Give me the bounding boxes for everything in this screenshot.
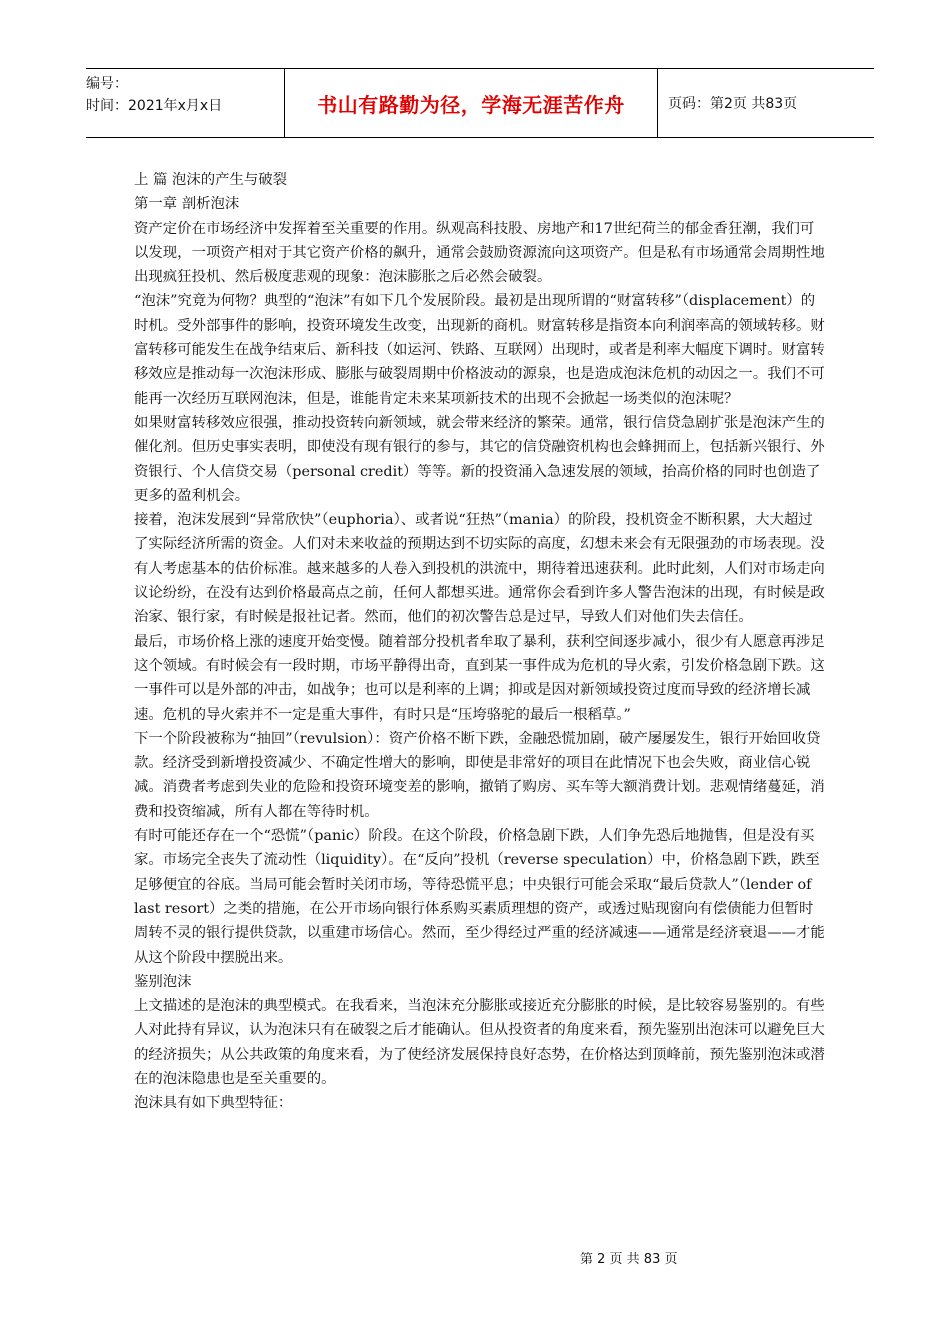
paragraph: 接着，泡沫发展到“异常欣快”（euphoria）、或者说“狂热”（mania）的阶段，投机资金不断积累，大大超过了实际经济所需的资金。人们对未来收益的预期达到不切实际的高度，幻想未来会有无限强劲的市场表现。没有人考虑基本的估价标准。越来越多的人卷入到投机的洪流中，期待着迅速获利。此时此刻，人们对市场走向议论纷纷，在没有达到价格最高点之前，任何人都想买进。通常你会看到许多人警告泡沫的出现，有时候是政治家、银行家，有时候是报社记者。然而，他们的初次警告总是过早，导致人们对他们失去信任。 (134, 512, 825, 626)
page-header (86, 68, 874, 138)
header-meta (86, 69, 284, 137)
paragraph: 最后，市场价格上涨的速度开始变慢。随着部分投机者牟取了暴利，获利空间逐步减小，很少有人愿意再涉足这个领域。有时候会有一段时期，市场平静得出奇，直到某一事件成为危机的导火索，引发价格急剧下跌。这一事件可以是外部的冲击，如战争；也可以是利率的上调；抑或是因对新领域投资过度而导致的经济增长减速。危机的导火索并不一定是重大事件，有时只是“压垮骆驼的最后一根稻草。” (134, 633, 825, 723)
paragraph: “泡沫”究竟为何物？典型的“泡沫”有如下几个发展阶段。最初是出现所谓的“财富转移”（displacement）的时机。受外部事件的影响，投资环境发生改变，出现新的商机。财富转移是指资本向利润率高的领域转移。财富转移可能发生在战争结束后、新科技（如运河、铁路、互联网）出现时，或者是利率大幅度下调时。财富转移效应是推动每一次泡沫形成、膨胀与破裂周期中价格波动的源泉，也是造成泡沫危机的动因之一。我们不可能再一次经历互联网泡沫，但是，谁能肯定未来某项新技术的出现不会掀起一场类似的泡沫呢？ (134, 293, 825, 407)
part-title: 上 篇 泡沫的产生与破裂 (134, 172, 288, 188)
header-page-number: 页码：第2页 共83页 (668, 96, 798, 112)
paragraph: 有时可能还存在一个“恐慌”（panic）阶段。在这个阶段，价格急剧下跌，人们争先恐后地抛售，但是没有买家。市场完全丧失了流动性（liquidity）。在“反向”投机（reverse speculation）中，价格急剧下跌，跌至足够便宜的谷底。当局可能会暂时关闭市场，等待恐慌平息；中央银行可能会采取“最后贷款人”（lender of last resort）之类的措施，在公开市场向银行体系购买素质理想的资产，或透过贴现窗向有偿债能力但暂时周转不灵的银行提供贷款，以重建市场信心。然而，至少得经过严重的经济减速——通常是经济衰退——才能从这个阶段中摆脱出来。 (134, 828, 825, 966)
section-title: 鉴别泡沫 (134, 973, 192, 990)
paragraph: 资产定价在市场经济中发挥着至关重要的作用。纵观高科技股、房地产和17世纪荷兰的郁金香狂潮，我们可以发现，一项资产相对于其它资产价格的飙升，通常会鼓励资源流向这项资产。但是私有市场通常会周期性地出现疯狂投机、然后极度悲观的现象：泡沫膨胀之后必然会破裂。 (134, 220, 825, 286)
page-footer: 第 2 页 共 83 页 (580, 1252, 678, 1267)
chapter-title: 第一章 剖析泡沫 (134, 196, 240, 213)
document-body (134, 168, 826, 1116)
paragraph: 下一个阶段被称为“抽回”（revulsion）：资产价格不断下跌，金融恐慌加剧，破产屡屡发生，银行开始回收贷款。经济受到新增投资减少、不确定性增大的影响，即使是非常好的项目在此情况下也会失败，商业信心锐减。消费者考虑到失业的危险和投资环境变差的影响，撤销了购房、买车等大额消费计划。悲观情绪蔓延，消费和投资缩减，所有人都在等待时机。 (134, 730, 825, 820)
paragraph: 上文描述的是泡沫的典型模式。在我看来，当泡沫充分膨胀或接近充分膨胀的时候，是比较容易鉴别的。有些人对此持有异议，认为泡沫只有在破裂之后才能确认。但从投资者的角度来看，预先鉴别出泡沫可以避免巨大的经济损失；从公共政策的角度来看，为了使经济发展保持良好态势，在价格达到顶峰前，预先鉴别泡沫或潜在的泡沫隐患也是至关重要的。 (134, 998, 825, 1087)
paragraph: 如果财富转移效应很强，推动投资转向新领域，就会带来经济的繁荣。通常，银行信贷急剧扩张是泡沫产生的催化剂。但历史事实表明，即使没有现有银行的参与，其它的信贷融资机构也会蜂拥而上，包括新兴银行、外资银行、个人信贷交易（personal credit）等等。新的投资涌入急速发展的领域，抬高价格的同时也创造了更多的盈利机会。 (134, 414, 825, 504)
header-motto: 书山有路勤为径，学海无涯苦作舟 (284, 69, 658, 137)
doc-date-label: 时间：2021年x月x日 (86, 98, 223, 114)
paragraph: 泡沫具有如下典型特征： (134, 1095, 293, 1112)
doc-number-label: 编号： (86, 76, 128, 92)
